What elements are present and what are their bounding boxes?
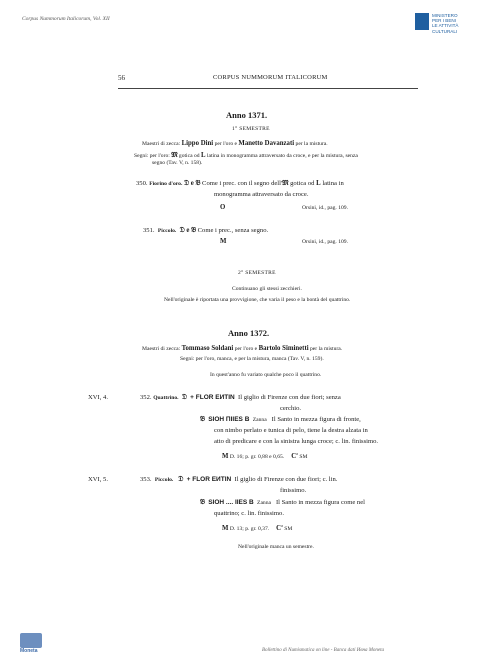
reverse-353: 𝔅 SIOH .... IIES B Zanna Il Santo in mezza figura come nel bbox=[200, 499, 365, 506]
catalog-entry-350: 350. Fiorino d'oro. 𝔇 e 𝔅 Come i prec. con il segno dell'𝔐 gotica od L latina in bbox=[136, 180, 344, 187]
ministry-name: MINISTERO PER I BENI LE ATTIVITÀ CULTURALI bbox=[432, 13, 459, 34]
catalog-entry-351: 351. Piccolo. 𝔇 e 𝔅 Come i prec., senza segno. bbox=[143, 227, 269, 234]
plate-ref-353: XVI, 5. bbox=[88, 476, 108, 483]
journal-title: Corpus Nummorum Italicorum, Vol. XII bbox=[22, 16, 110, 22]
catalog-entry-352: 352. Quattrino. 𝔇 + FLOR EИTIN Il giglio di Firenze con due fiori; senza bbox=[140, 394, 341, 401]
publisher-name: Moneta bbox=[20, 648, 38, 654]
mint-masters-line: Maestri di zecca: Lippo Dini per l'oro e Manetto Davanzati per la mistura. bbox=[142, 140, 328, 147]
catalog-entry-353: 353. Piccolo. 𝔇 + FLOR EИTIN Il giglio di Firenze con due fiori; c. lin. bbox=[140, 476, 338, 483]
original-note: Nell'originale è riportata una provvigione, che varia il peso e la bontà del quattrino. bbox=[164, 297, 351, 303]
reference: Orsini, id., pag. 109. bbox=[302, 239, 348, 245]
collection-code: M bbox=[220, 238, 227, 245]
variation-note: In quest'anno fu variato qualche poco il quattrino. bbox=[210, 372, 322, 378]
header-rule bbox=[118, 88, 418, 89]
year-heading-1372: Anno 1372. bbox=[228, 328, 270, 338]
reverse-desc-line2: con nimbo perlato e tunica di pelo, tiene la destra alzata in bbox=[214, 427, 368, 434]
reverse-352: 𝔅 SIOH ΠIIES B Zanna Il Santo in mezza figura di fronte, bbox=[200, 416, 361, 423]
signs-line-2: segno (Tav. V, n. 158). bbox=[152, 160, 203, 166]
ministry-logo-icon bbox=[415, 13, 429, 30]
reverse-desc-line2: quattrino; c. lin. finissimo. bbox=[214, 510, 284, 517]
year-heading-1371: Anno 1371. bbox=[226, 110, 268, 120]
running-head: CORPUS NUMMORUM ITALICORUM bbox=[213, 74, 328, 81]
reference: Orsini, id., pag. 109. bbox=[302, 205, 348, 211]
measurements: M D. 16; p. gr. 0,88 e 0,65. $C^a$ SM bbox=[222, 451, 308, 460]
mint-masters-line: Maestri di zecca: Tommaso Soldani per l'oro e Bartolo Siminetti per la mistura. bbox=[142, 345, 343, 352]
obverse-desc-line2: finissimo. bbox=[280, 487, 307, 494]
semester-heading-2: 2° SEMESTRE bbox=[238, 270, 276, 276]
missing-semester-note: Nell'originale manca un semestre. bbox=[238, 544, 314, 550]
measurements: M D. 13; p. gr. 0,37. $C^a$ SM bbox=[222, 523, 293, 532]
continuation-note: Continuano gli stessi zecchieri. bbox=[232, 286, 302, 292]
reverse-desc-line3: atto di predicare e con la sinistra lunga croce; c. lin. finissimo. bbox=[214, 438, 379, 445]
collection-code: O bbox=[220, 204, 226, 211]
catalog-entry-350-line2: monogramma attraversato da croce. bbox=[214, 191, 309, 198]
signs-line: Segni: per l'oro, manca, e per la mistura, manca (Tav. V, n. 159). bbox=[180, 356, 324, 362]
plate-ref-352: XVI, 4. bbox=[88, 394, 108, 401]
obverse-desc-line2: cerchio. bbox=[280, 405, 302, 412]
publisher-logo-icon bbox=[20, 633, 42, 648]
semester-heading: 1° SEMESTRE bbox=[232, 126, 270, 132]
page-number: 56 bbox=[118, 74, 125, 82]
footer-text: Bollettino di Numismatica on line - Banca dati Ивна Moneta bbox=[262, 648, 384, 653]
signs-line: Segni: per l'oro: 𝔐 gotica od L latina in monogramma attraversato da croce, e per la mistura, senza bbox=[134, 152, 358, 159]
